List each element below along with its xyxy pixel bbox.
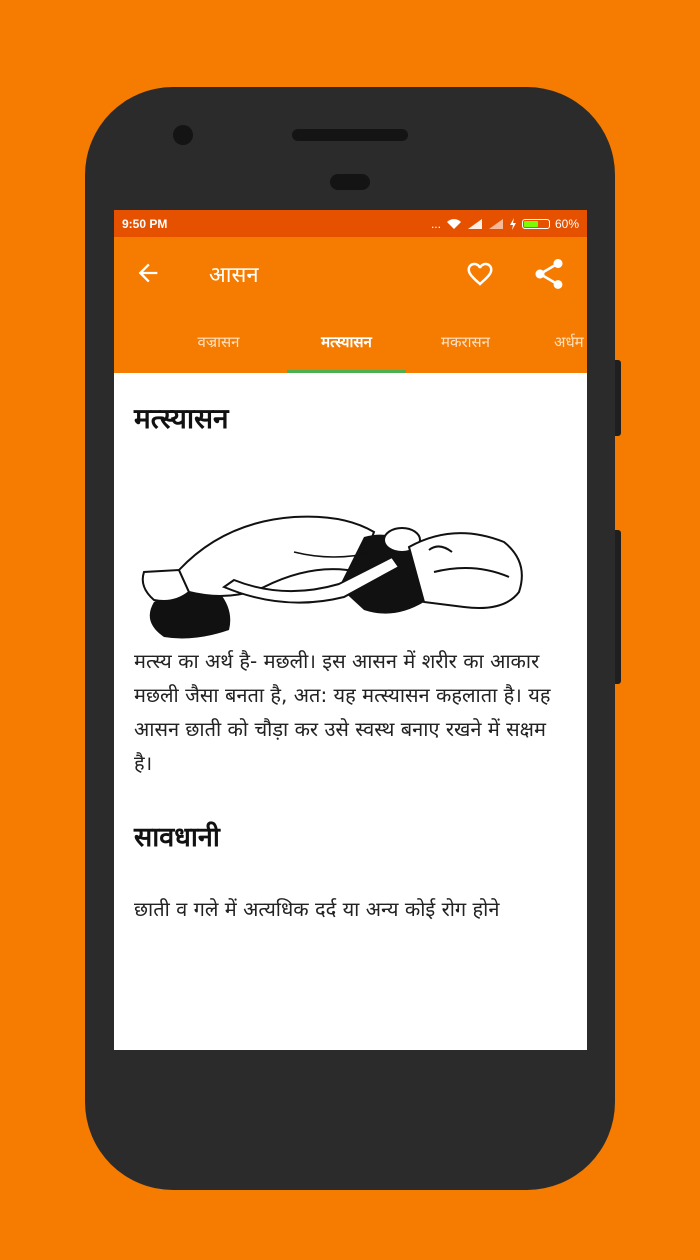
status-time: 9:50 PM bbox=[122, 216, 168, 231]
article-content bbox=[114, 401, 587, 926]
proximity-sensor bbox=[330, 174, 370, 190]
tab-makarasana[interactable]: मकरासन bbox=[441, 332, 490, 351]
app-title: आसन bbox=[209, 263, 259, 288]
app-bar bbox=[114, 237, 587, 310]
pose-illustration bbox=[134, 492, 534, 642]
article-description: मत्स्य का अर्थ है- मछली। इस आसन में शरीर का आकार मछली जैसा बनता है, अत: यह मत्स्यासन कहलाता है। यह आसन छाती को चौड़ा कर उसे स्वस्थ बनाए रखने में सक्षम है। bbox=[134, 649, 551, 775]
tab-indicator bbox=[287, 370, 406, 373]
status-icons bbox=[431, 217, 579, 231]
power-button bbox=[615, 530, 621, 684]
notification-dots: ... bbox=[430, 216, 441, 231]
tab-matsyasana[interactable]: मत्स्यासन bbox=[321, 332, 372, 351]
tab-ardha[interactable]: अर्धम bbox=[554, 332, 584, 351]
caution-text: छाती व गले में अत्यधिक दर्द या अन्य कोई रोग होने bbox=[134, 897, 500, 921]
battery-percent: 60% bbox=[554, 216, 579, 231]
signal-2-icon bbox=[488, 218, 504, 230]
battery-fill bbox=[524, 221, 538, 227]
status-bar bbox=[114, 210, 587, 237]
article-heading: मत्स्यासन bbox=[134, 402, 229, 435]
earpiece-speaker bbox=[292, 129, 408, 141]
tab-vajrasana[interactable]: वज्रासन bbox=[197, 332, 240, 351]
tab-bar bbox=[114, 310, 587, 373]
volume-button bbox=[615, 360, 621, 436]
share-icon[interactable] bbox=[531, 255, 567, 293]
phone-frame bbox=[85, 87, 615, 1190]
phone-screen bbox=[114, 210, 587, 1050]
wifi-icon bbox=[446, 218, 462, 230]
arrow-back-icon[interactable] bbox=[134, 259, 162, 287]
front-camera bbox=[173, 125, 193, 145]
signal-icon bbox=[467, 218, 483, 230]
charging-icon bbox=[509, 218, 517, 230]
caution-heading: सावधानी bbox=[134, 822, 220, 853]
heart-outline-icon[interactable] bbox=[465, 259, 495, 289]
battery-icon bbox=[522, 219, 550, 229]
